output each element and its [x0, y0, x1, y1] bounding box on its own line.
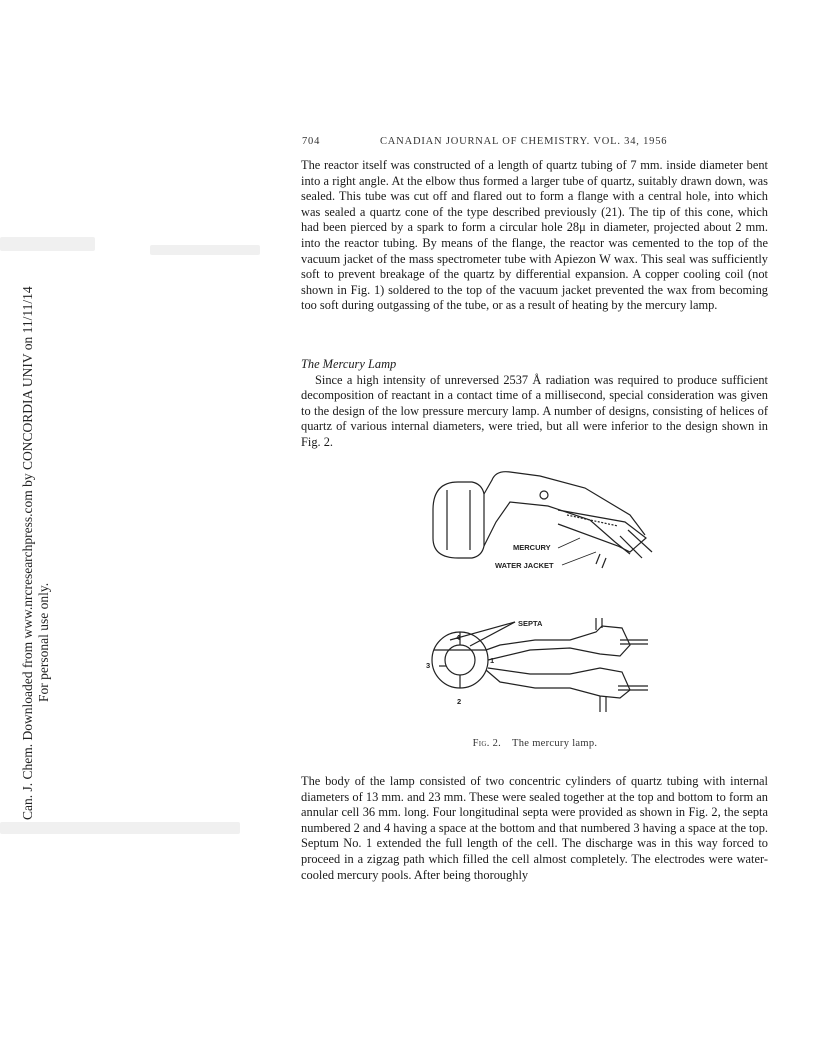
- label-mercury: MERCURY: [513, 543, 551, 552]
- watermark-line-1: Can. J. Chem. Downloaded from www.nrcresearchpress.com by CONCORDIA UNIV on 11/11/14: [20, 286, 35, 820]
- figure-caption: [300, 738, 770, 749]
- body-paragraph-1: [301, 158, 768, 314]
- page-header: [302, 136, 768, 152]
- body-paragraph-3: [301, 774, 768, 883]
- label-water-jacket: WATER JACKET: [495, 561, 554, 570]
- mercury-lamp-diagram: [300, 460, 770, 740]
- paragraph-text: Since a high intensity of unreversed 2537 Å radiation was required to produce sufficient decomposition of reactant in a contact time of a millisecond, special consideration was given to the design of the low pressure mercury lamp. A number of designs, consisting of helices of quartz of various internal diameters, were tried, but all were inferior to the design shown in Fig. 2.: [301, 372, 768, 449]
- download-watermark: [0, 0, 51, 1052]
- septum-number-1: 1: [490, 656, 495, 665]
- section-mercury-lamp: [301, 357, 768, 451]
- paragraph-text: The reactor itself was constructed of a length of quartz tubing of 7 mm. inside diameter bent into a right angle. At the elbow thus formed a larger tube of quartz, suitably drawn down, was sealed. This tube was cut off and flared out to form a flange with a central hole, into which was sealed a quartz cone of the type described previously (21). The tip of this cone, which had been pierced by a spark to form a circular hole 28μ in diameter, projected about 2 mm. into the reactor tubing. By means of the flange, the reactor was cemented to the top of the vacuum jacket of the mass spectrometer tube with Apiezon W wax. This seal was sufficiently soft to prevent breakage of the quartz by differential expansion. A copper cooling coil (not shown in Fig. 1) soldered to the top of the vacuum jacket prevented the wax from becoming too soft during outgassing of the tube, or as a result of heating by the mercury lamp.: [301, 158, 768, 313]
- scan-smudge: [0, 822, 240, 834]
- label-septa: SEPTA: [518, 619, 543, 628]
- paragraph-text: The body of the lamp consisted of two concentric cylinders of quartz tubing with internal diameters of 13 mm. and 23 mm. These were sealed together at the top and bottom to form an annular cell 36 mm. long. Four longitudinal septa were provided as shown in Fig. 2, the septa numbered 2 and 4 having a space at the bottom and that numbered 3 having a space at the top. Septum No. 1 extended the full length of the cell. The discharge was in this way forced to proceed in a zigzag path which filled the cell almost completely. The electrodes were water-cooled mercury pools. After being thoroughly: [301, 774, 768, 882]
- septum-number-2: 2: [457, 697, 462, 706]
- lamp-side-view: [433, 472, 652, 568]
- septum-number-4: 4: [456, 633, 461, 642]
- caption-text: The mercury lamp.: [512, 738, 598, 749]
- leader-lines: [558, 538, 596, 565]
- page-number: 704: [302, 136, 321, 147]
- caption-prefix: Fig. 2.: [472, 738, 502, 749]
- watermark-line-2: For personal use only.: [36, 582, 51, 702]
- figure-2-mercury-lamp: [300, 460, 770, 760]
- running-head: CANADIAN JOURNAL OF CHEMISTRY. VOL. 34, 1956: [380, 136, 668, 147]
- section-title: The Mercury Lamp: [301, 357, 397, 371]
- lamp-top-view: [432, 618, 648, 712]
- scan-smudge: [0, 237, 95, 251]
- septum-number-3: 3: [426, 661, 431, 670]
- scan-smudge: [150, 245, 260, 255]
